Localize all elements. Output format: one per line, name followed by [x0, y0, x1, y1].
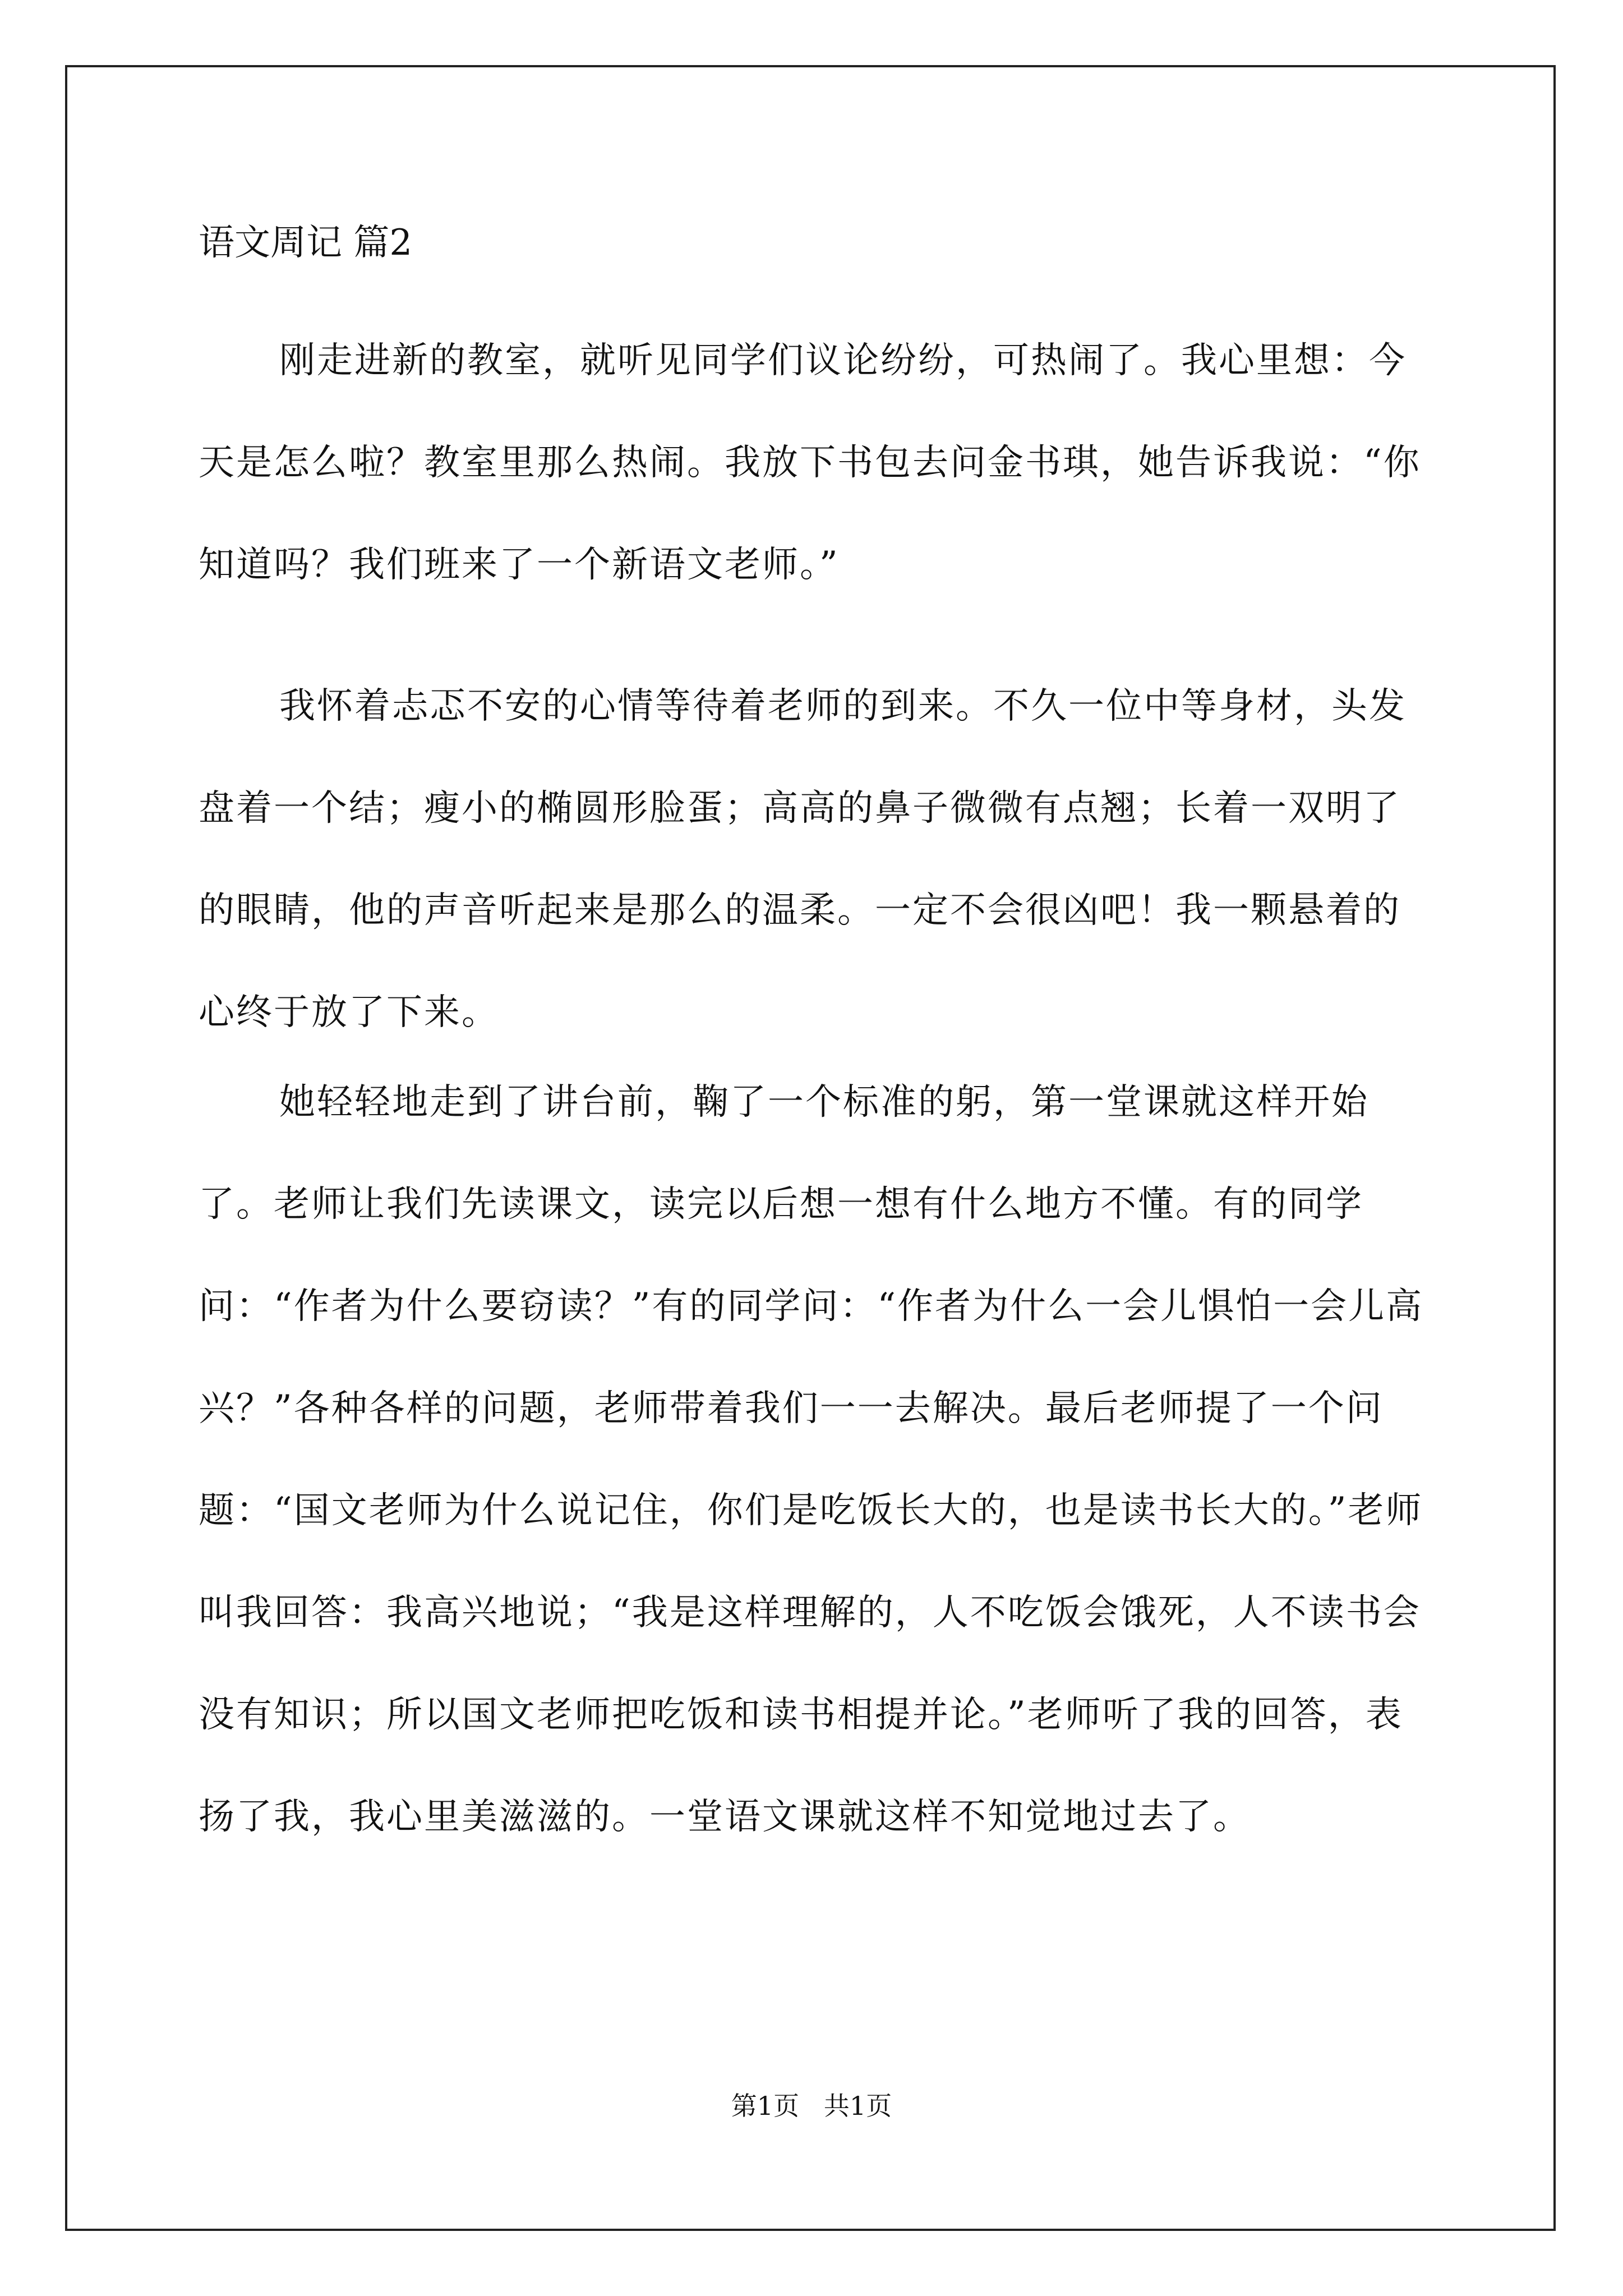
page-number: 第1页 共1页 [731, 2091, 892, 2121]
paragraph-1: 刚走进新的教室，就听见同学们议论纷纷，可热闹了。我心里想：今天是怎么啦？教室里那么热闹。我放下书包去问金书琪，她告诉我说：“你知道吗？我们班来了一个新语文老师。” [199, 340, 1421, 586]
paragraph-3: 她轻轻地走到了讲台前，鞠了一个标准的躬，第一堂课就这样开始了。老师让我们先读课文，读完以后想一想有什么地方不懂。有的同学问：“作者为什么要窃读？”有的同学问：“作者为什么一会儿惧怕一会儿高兴？”各种各样的问题，老师带着我们一一去解决。最后老师提了一个问题：“国文老师为什么说记住，你们是吃饭长大的，也是读书长大的。”老师叫我回答：我高兴地说；“我是这样理解的，人不吃饭会饿死，人不读书会没有知识；所以国文老师把吃饭和读书相提并论。”老师听了我的回答，表扬了我，我心里美滋滋的。一堂语文课就这样不知觉地过去了。 [199, 1082, 1424, 1838]
paragraph-2: 我怀着忐忑不安的心情等待着老师的到来。不久一位中等身材，头发盘着一个结；瘦小的椭圆形脸蛋；高高的鼻子微微有点翘；长着一双明了的眼睛，他的声音听起来是那么的温柔。一定不会很凶吧！我一颗悬着的心终于放了下来。 [199, 685, 1407, 1033]
document-title: 语文周记 篇2 [199, 222, 413, 264]
